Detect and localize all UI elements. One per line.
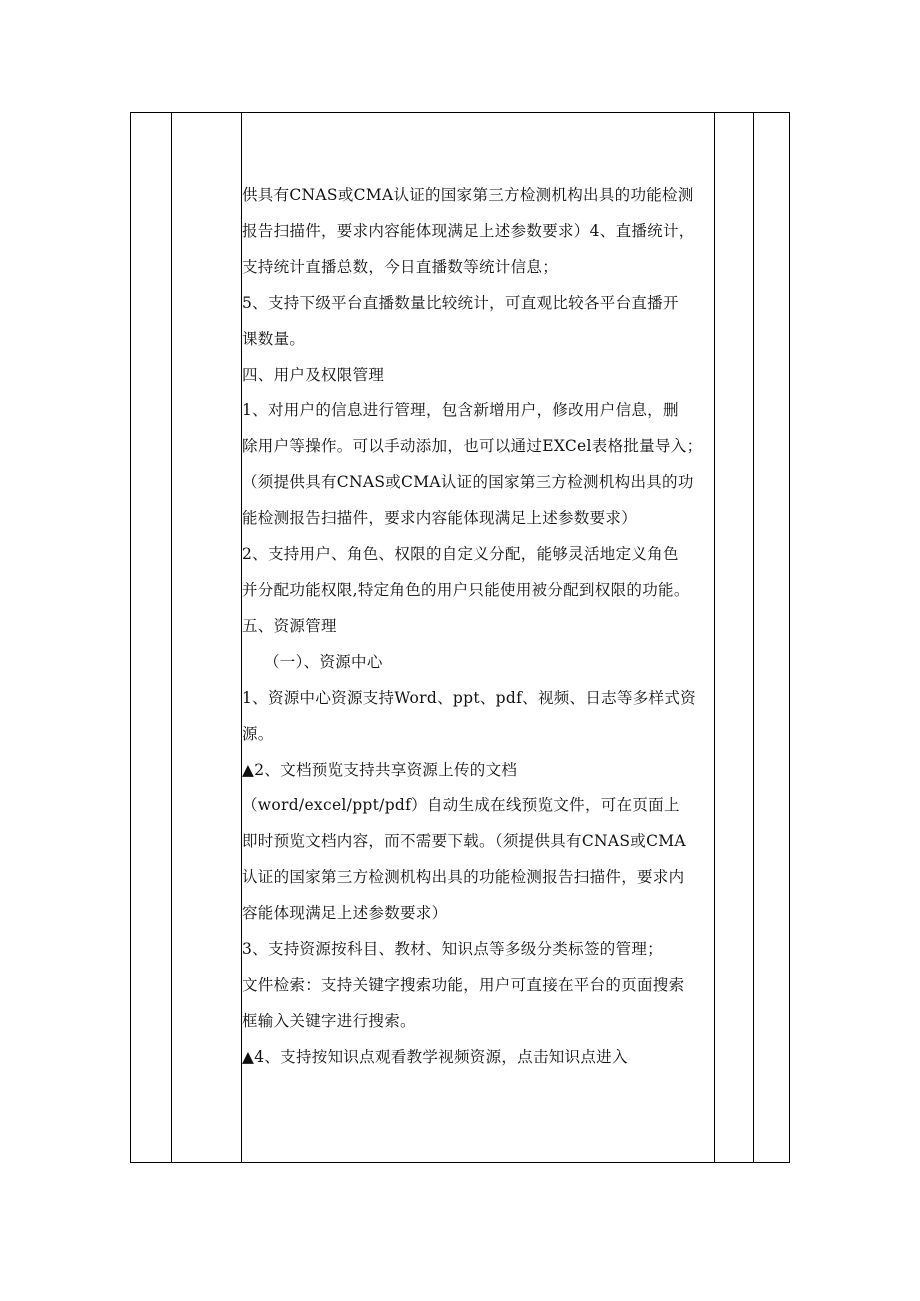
text-line: （须提供具有CNAS或CMA认证的国家第三方检测机构出具的功 — [242, 473, 694, 492]
text-line: 课数量。 — [242, 329, 306, 348]
text-line: 供具有CNAS或CMA认证的国家第三方检测机构出具的功能检测 — [242, 186, 694, 204]
text-line: 报告扫描件，要求内容能体现满足上述参数要求）4、直播统计， — [242, 221, 695, 240]
text-line: 3、支持资源按科目、教材、知识点等多级分类标签的管理； — [242, 940, 663, 959]
column-divider — [753, 113, 754, 1162]
spec-table — [130, 112, 790, 1163]
text-line: ▲2、文档预览支持共享资源上传的文档 — [242, 760, 518, 779]
text-line: 1、资源中心资源支持Word、ppt、pdf、视频、日志等多样式资 — [242, 688, 696, 707]
text-line: 1、对用户的信息进行管理，包含新增用户，修改用户信息，删 — [242, 401, 679, 420]
spec-content-cell — [242, 178, 718, 1076]
text-line: 能检测报告扫描件，要求内容能体现满足上述参数要求） — [242, 509, 638, 528]
text-line: 框输入关键字进行搜索。 — [242, 1011, 416, 1030]
text-line: 支持统计直播总数，今日直播数等统计信息； — [242, 257, 559, 276]
text-line: 除用户等操作。可以手动添加，也可以通过EXCel表格批量导入； — [242, 437, 703, 456]
column-divider — [171, 113, 172, 1162]
text-line: （word/excel/ppt/pdf）自动生成在线预览文件，可在页面上 — [242, 796, 680, 815]
text-line: 认证的国家第三方检测机构出具的功能检测报告扫描件，要求内 — [242, 868, 685, 887]
text-line: 即时预览文档内容，而不需要下载。（须提供具有CNAS或CMA — [242, 832, 686, 851]
text-line: 2、支持用户、角色、权限的自定义分配，能够灵活地定义角色 — [242, 545, 679, 564]
text-line: 文件检索：支持关键字搜索功能，用户可直接在平台的页面搜索 — [242, 975, 685, 994]
section-heading: 四、用户及权限管理 — [242, 365, 385, 384]
section-heading: 五、资源管理 — [242, 616, 337, 635]
subsection-heading: （一）、资源中心 — [264, 652, 383, 671]
text-line: ▲4、支持按知识点观看教学视频资源，点击知识点进入 — [242, 1047, 628, 1066]
text-line: 并分配功能权限,特定角色的用户只能使用被分配到权限的功能。 — [242, 580, 690, 599]
text-line: 5、支持下级平台直播数量比较统计，可直观比较各平台直播开 — [242, 293, 679, 312]
text-line: 源。 — [242, 724, 274, 743]
text-line: 容能体现满足上述参数要求） — [242, 904, 448, 923]
